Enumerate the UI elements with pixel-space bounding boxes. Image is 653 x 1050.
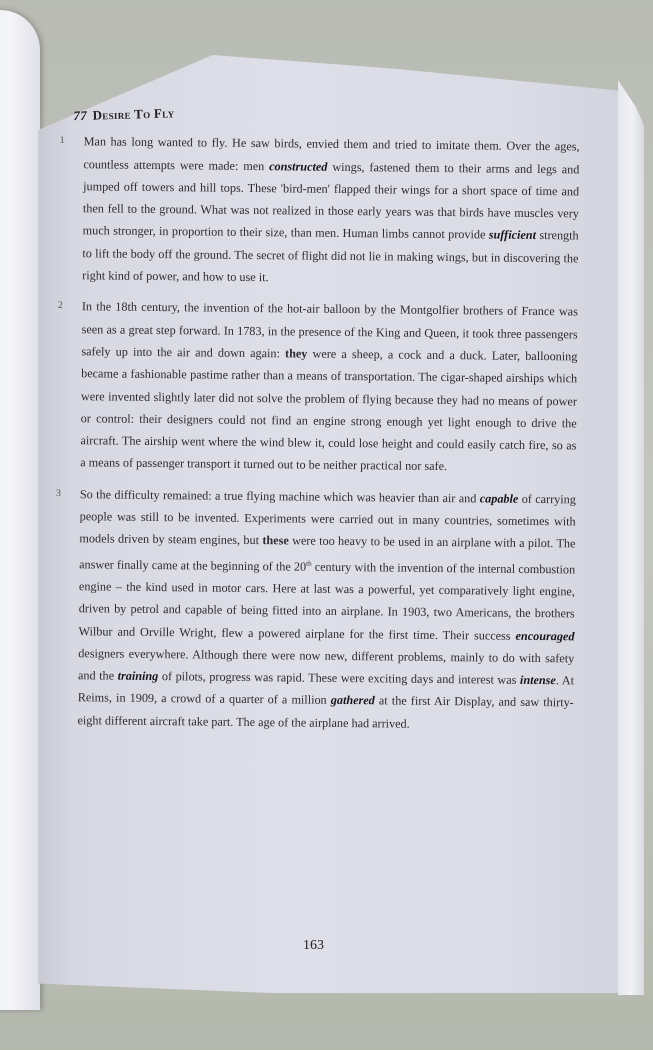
page-content: [53, 105, 580, 745]
ordinal-suffix: th: [306, 559, 312, 568]
page-number: 163: [303, 938, 324, 953]
text-run: In the 18th century, the invention of the hot-air balloon by the Montgolfier brothers of France was seen as a great step forward. In 1783, in the presence of the King and Queen, it took three passengers safely up into the air and down again:: [81, 299, 578, 361]
paragraph-2: [56, 295, 578, 479]
highlighted-word: sufficient: [488, 227, 537, 243]
page-stack-edge: [618, 80, 644, 995]
highlighted-word: capable: [479, 491, 519, 506]
facing-page-edge: [0, 10, 40, 1010]
text-run: strength to lift the body off the ground. The secret of flight did not lie in making wings, but in discovering the right kind of power, and how to use it.: [82, 228, 579, 285]
emphasized-word: they: [285, 346, 308, 361]
emphasized-word: these: [262, 533, 289, 548]
text-run: Man has long wanted to fly. He saw birds, envied them and tried to imitate them. Over the ages, countless attempts were made: men: [83, 134, 580, 173]
paragraph-text: [80, 296, 578, 480]
text-run: century with the invention of the internal combustion engine – the kind used in motor cars. Here at last was a powerful, yet comparatively light engine, driven by petrol and capable of being fitted into an airplane. In 1903, two Americans, the brothers Wilbur and Orville Wright, flew a powered airplane for the first time. Their success: [78, 559, 576, 643]
highlighted-word: intense: [519, 673, 556, 688]
highlighted-word: training: [117, 668, 159, 684]
paragraph-1: [58, 130, 580, 292]
unit-number: 77: [73, 107, 88, 124]
paragraph-text: [82, 131, 580, 292]
paragraph-number: 2: [57, 300, 63, 312]
paragraph-number: 3: [55, 487, 61, 499]
paragraph-number: 1: [59, 135, 65, 147]
paragraph-text: [77, 483, 576, 737]
text-run: . At Reims, in 1909, a crowd of a quarter of a million: [77, 673, 575, 708]
text-run: designers everywhere. Although there were now new, different problems, mainly to do with safety and the: [77, 646, 575, 683]
text-run: were too heavy to be used in an airplane with a pilot. The answer finally came at the beginning of the 20: [79, 533, 576, 574]
text-run: were a sheep, a cock and a duck. Later, ballooning became a fashionable pastime rather than a means of transportation. The cigar-shaped airships which were invented slightly later did not solve the problem of flying because they had no means of power or control: their designers could not find an engine strong enough yet light enough to drive the aircraft. The airship went where the wind blew it, could lose height and could easily catch fire, so as a means of passenger transport it turned out to be neither practical nor safe.: [80, 346, 578, 474]
highlighted-word: encouraged: [515, 628, 575, 644]
text-run: of pilots, progress was rapid. These were exciting days and interest was: [158, 669, 521, 688]
highlighted-word: constructed: [269, 158, 328, 174]
unit-title: Desire To Fly: [92, 105, 175, 123]
highlighted-word: gathered: [330, 693, 375, 708]
text-run: of carrying people was still to be invented. Experiments were carried out in many countries, sometimes with models driven by steam engines, but: [79, 491, 576, 548]
text-run: at the first Air Display, and saw thirty-eight different aircraft take part. The age of the airplane had arrived.: [77, 693, 574, 731]
text-run: wings, fastened them to their arms and legs and jumped off towers and hill tops. These 'bird-men' flapped their wings for a short space of time and then fell to the ground. What was not realized in those early years was that birds have muscles very much stronger, in proportion to their size, than men. Human limbs cannot provide: [82, 159, 580, 242]
text-run: So the difficulty remained: a true flying machine which was heavier than air and: [79, 486, 480, 506]
paragraph-3: [53, 483, 576, 737]
